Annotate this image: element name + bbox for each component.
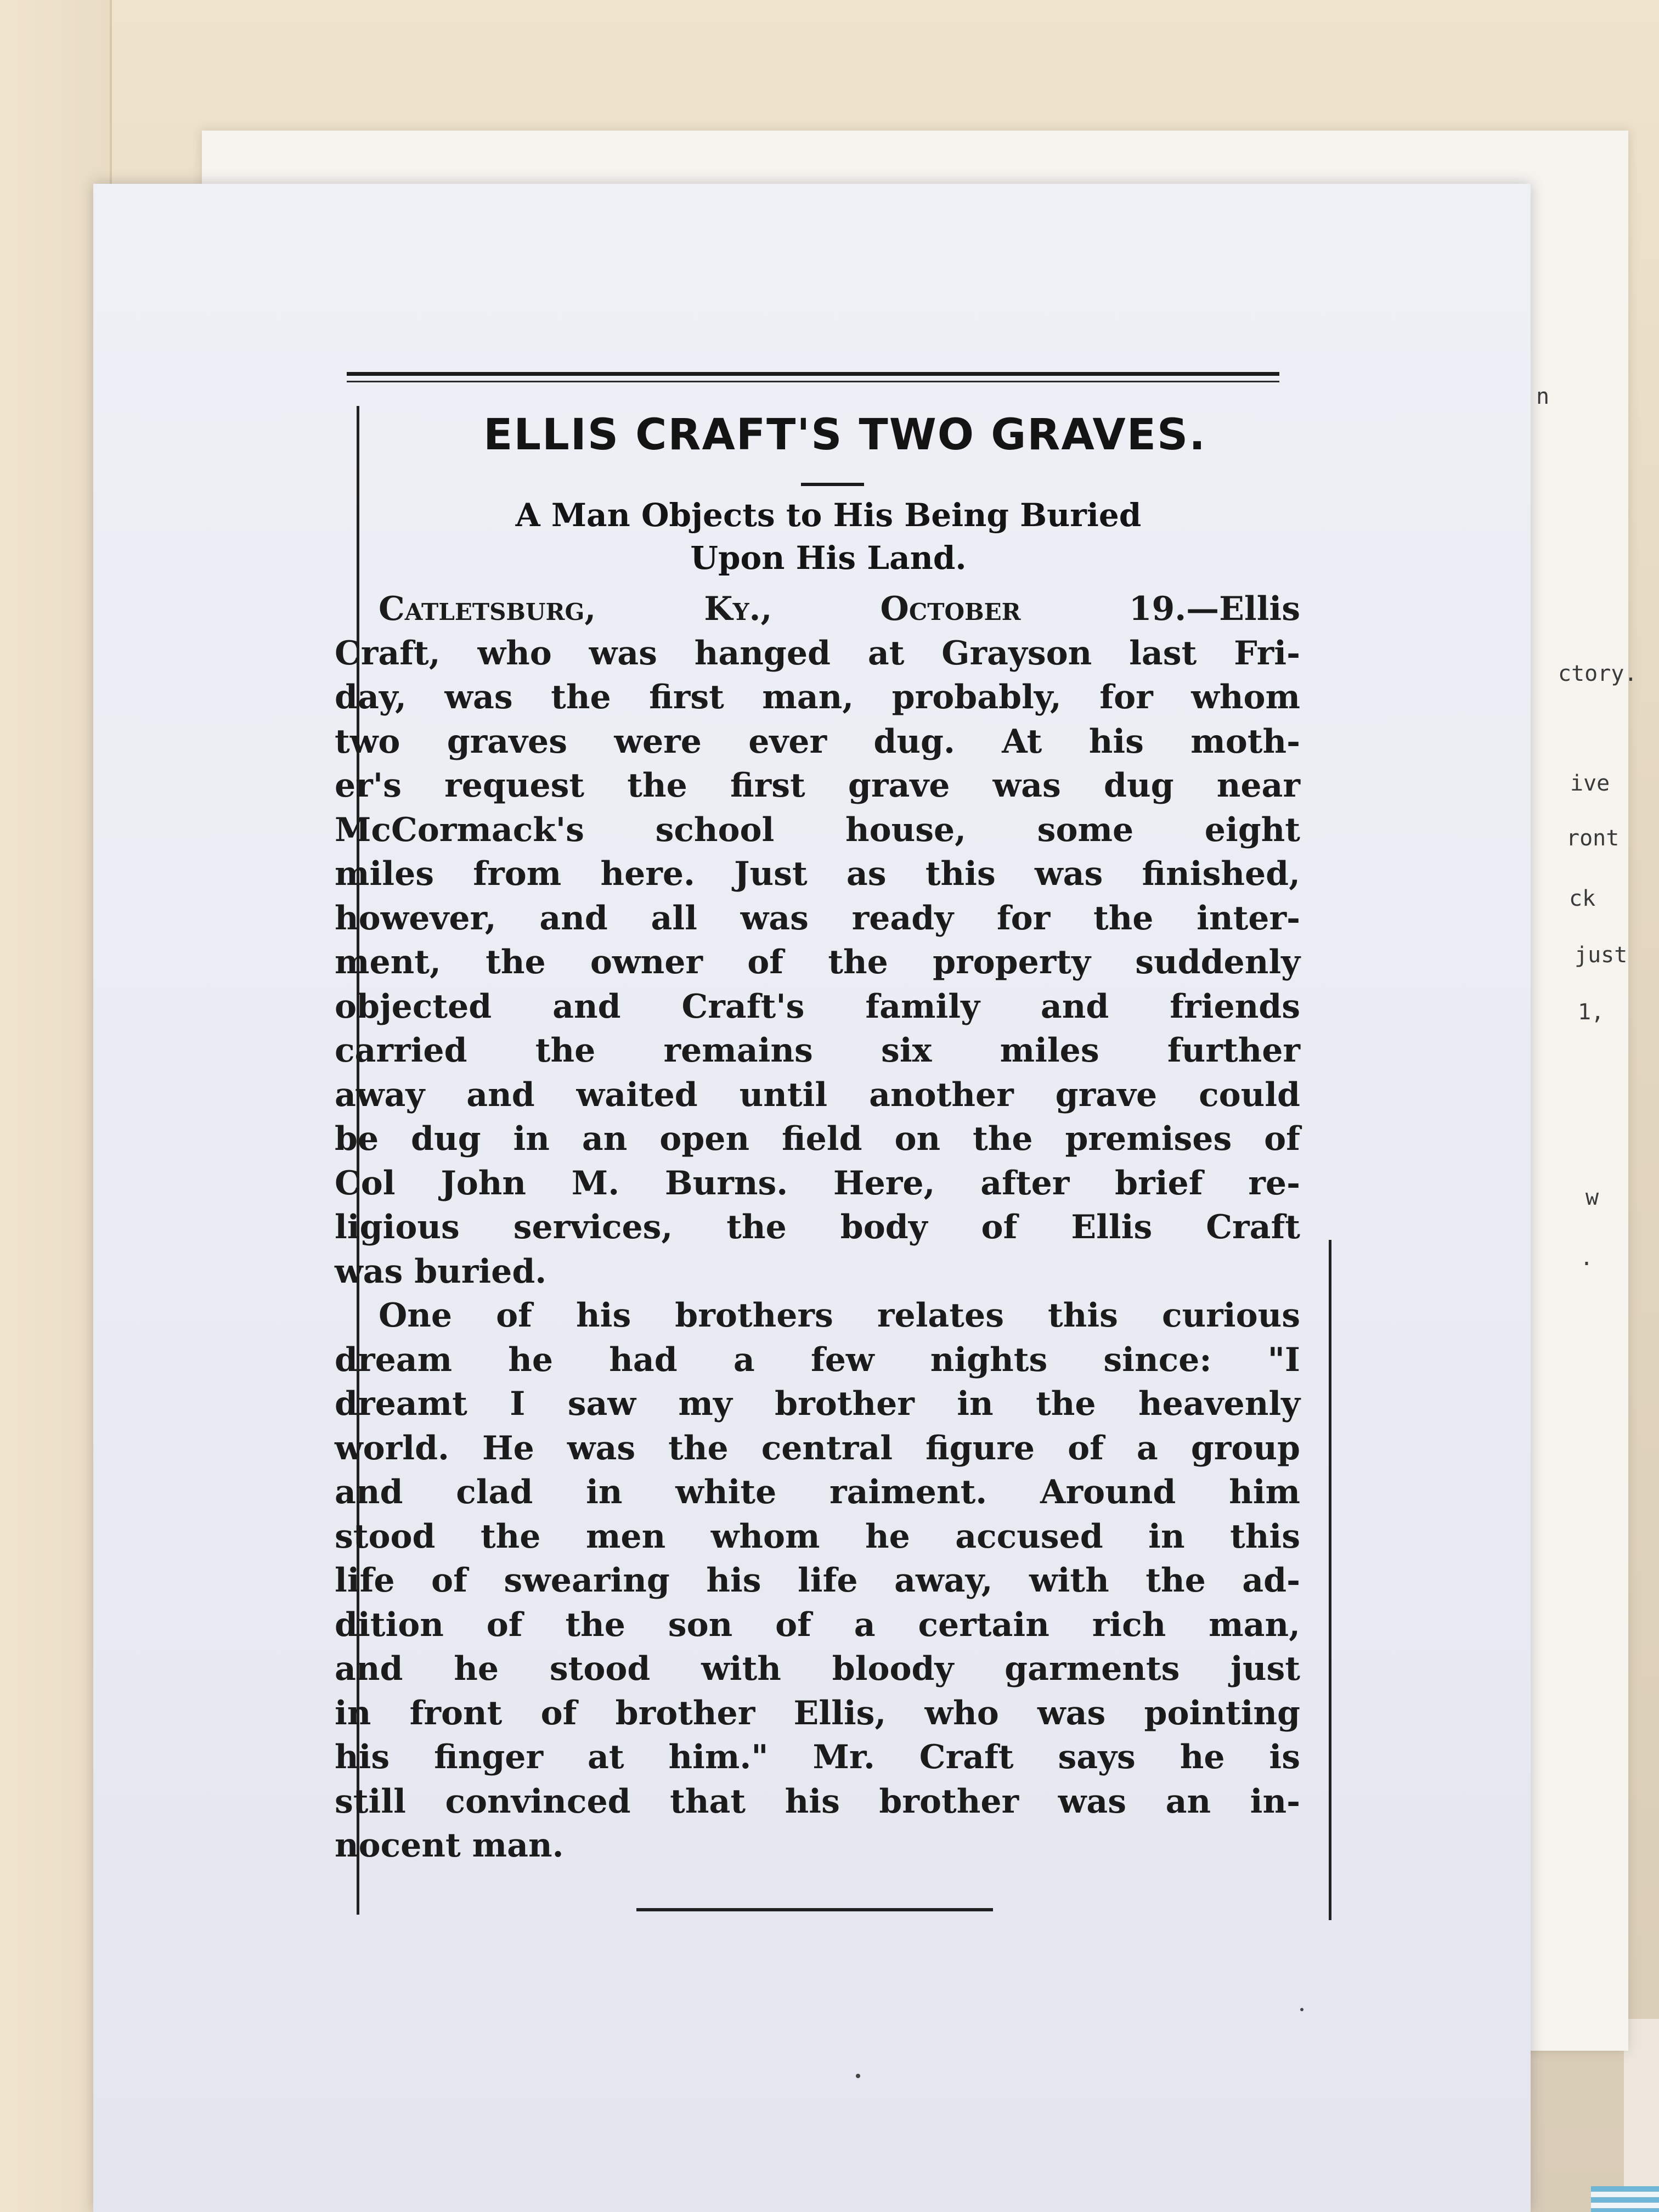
article-line: world. He was the central figure of a group bbox=[335, 1429, 1300, 1468]
article-headline: ELLIS CRAFT'S TWO GRAVES. bbox=[483, 410, 1206, 460]
article-line: Craft, who was hanged at Grayson last Fri- bbox=[335, 634, 1300, 673]
back-text-fragment: n bbox=[1536, 384, 1550, 409]
article-body bbox=[335, 587, 1300, 1868]
article-line: be dug in an open field on the premises of bbox=[335, 1120, 1300, 1158]
article-line: and clad in white raiment. Around him bbox=[335, 1473, 1300, 1511]
article-line: away and waited until another grave could bbox=[335, 1075, 1300, 1114]
back-text-fragment: ck bbox=[1569, 886, 1596, 911]
article-line: objected and Craft's family and friends bbox=[335, 987, 1300, 1026]
article-line: McCormack's school house, some eight bbox=[335, 810, 1300, 849]
top-column-rule-thin bbox=[347, 381, 1279, 382]
back-text-fragment: 1, bbox=[1578, 1000, 1605, 1025]
article-line: ligious services, the body of Ellis Craft bbox=[335, 1208, 1300, 1246]
article-subhead bbox=[373, 494, 1284, 579]
article-line: er's request the first grave was dug near bbox=[335, 766, 1300, 805]
back-text-fragment: just bbox=[1575, 943, 1628, 968]
folder-corner bbox=[1624, 2019, 1659, 2212]
article-line: in front of brother Ellis, who was pointing bbox=[335, 1694, 1300, 1733]
article-end-rule bbox=[636, 1908, 993, 1911]
article-line: carried the remains six miles further bbox=[335, 1031, 1300, 1070]
article-line: and he stood with bloody garments just bbox=[335, 1650, 1300, 1688]
article-dateline: Catletsburg, Ky., October 19. bbox=[379, 590, 1187, 628]
article-line: his finger at him." Mr. Craft says he is bbox=[335, 1738, 1300, 1776]
photocopy-speck bbox=[1300, 2008, 1304, 2011]
article-line: One of his brothers relates this curious bbox=[379, 1296, 1300, 1335]
article-line: dition of the son of a certain rich man, bbox=[335, 1605, 1300, 1644]
article-line: miles from here. Just as this was finished, bbox=[335, 855, 1300, 893]
article-line: day, was the first man, probably, for whom bbox=[335, 678, 1300, 716]
article-line: nocent man. bbox=[335, 1826, 564, 1865]
article-line: ment, the owner of the property suddenly bbox=[335, 943, 1300, 981]
back-text-fragment: w bbox=[1585, 1185, 1599, 1210]
subhead-line: A Man Objects to His Being Buried bbox=[515, 496, 1142, 534]
article-line-text: —Ellis bbox=[1186, 590, 1300, 628]
article-line: Col John M. Burns. Here, after brief re- bbox=[335, 1164, 1300, 1203]
striped-paper-corner bbox=[1591, 2186, 1659, 2212]
article-line: dream he had a few nights since: "I bbox=[335, 1340, 1300, 1379]
back-text-fragment: ive bbox=[1570, 771, 1610, 796]
headline-divider bbox=[801, 483, 864, 486]
article-line bbox=[335, 587, 1300, 631]
right-column-rule bbox=[1329, 1240, 1331, 1920]
photocopy-speck bbox=[856, 2074, 860, 2078]
subhead-line: Upon His Land. bbox=[690, 539, 967, 577]
article-line: was buried. bbox=[335, 1252, 547, 1291]
back-text-fragment: . bbox=[1580, 1245, 1594, 1271]
article-line: life of swearing his life away, with the ad- bbox=[335, 1561, 1300, 1600]
article-line: still convinced that his brother was an in- bbox=[335, 1782, 1300, 1821]
article-line: stood the men whom he accused in this bbox=[335, 1517, 1300, 1556]
article-line: two graves were ever dug. At his moth- bbox=[335, 722, 1300, 761]
back-text-fragment: ctory. bbox=[1558, 661, 1638, 686]
top-column-rule bbox=[347, 372, 1279, 376]
article-line: dreamt I saw my brother in the heavenly bbox=[335, 1385, 1300, 1423]
article-line: however, and all was ready for the inter- bbox=[335, 899, 1300, 938]
back-text-fragment: ront bbox=[1566, 826, 1620, 851]
